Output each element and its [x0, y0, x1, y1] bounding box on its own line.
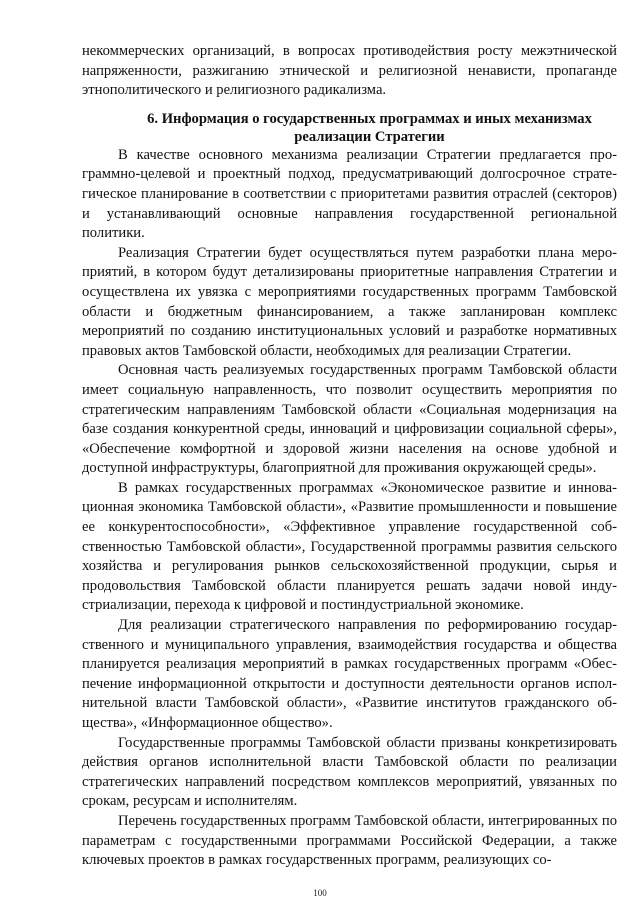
paragraph-social-programs: Основная часть реализуемых государственных программ Тамбовской области имеет социальную направленность, что позволит осуществить мероприятия по стратегическим направлениям Тамбовской области «Социальная модернизация на базе создания конкурентной среды, инноваций и цифровизации социальной сферы», «Обеспечение комфортной и здоровой жизни населения на основе удобной и доступной инфраструктуры, благоприятной для проживания окружающей среды». [82, 362, 617, 477]
section-heading: 6. Информация о государственных программах и иных механизмах реализации Стратегии [147, 110, 592, 145]
paragraph-implementation: Реализация Стратегии будет осуществляться путем разработки плана мероприятий, в котором будут детализированы приоритетные направления Стратегии и осуществлена их увязка с мероприятиями государственных программ Тамбовской области и бюджетным финансированием, а также запланирован комплекс мероприятий по созданию институциональных условий и разработке нормативных правовых актов Тамбовской области, необходимых для реализации Стратегии. [82, 244, 617, 359]
page-number: 100 [313, 888, 327, 898]
paragraph-economic-programs: В рамках государственных программах «Экономическое развитие и инновационная экономика Тамбовской области», «Развитие промышленности и повышение ее конкурентоспособности», «Эффективное управление государственной собственностью Тамбовской области», Государственной программы развития сельского хозяйства и регулирования рынков сельскохозяйственной продукции, сырья и продовольствия Тамбовской области планируется решать задачи новой индустриализации, перехода к цифровой и постиндустриальной экономике. [82, 479, 617, 614]
paragraph-mechanism: В качестве основного механизма реализации Стратегии предлагается программно-целевой и проектный подход, предусматривающий долгосрочное стратегическое планирование в соответствии с приоритетами развития отраслей (секторов) и устанавливающий основные направления государственной региональной политики. [82, 146, 617, 242]
paragraph-program-purpose: Государственные программы Тамбовской области призваны конкретизировать действия органов исполнительной власти Тамбовской области по реализации стратегических направлений посредством комплексов мероприятий, увязанных по срокам, ресурсам и исполнителям. [82, 734, 617, 810]
paragraph-program-list: Перечень государственных программ Тамбовской области, интегрированных по параметрам с государственными программами Российской Федерации, а также ключевых проектов в рамках государственных программ, реализующих со- [82, 812, 617, 869]
paragraph-continuation: некоммерческих организаций, в вопросах противодействия росту межэтнической напряженности, разжиганию этнической и религиозной ненависти, пропаганде этнополитического и религиозного радикализма. [82, 43, 617, 99]
page-content [82, 42, 617, 871]
paragraph-governance-programs: Для реализации стратегического направления по реформированию государственного и муниципального управления, взаимодействия государства и общества планируется реализация мероприятий в рамках государственных программ «Обеспечение информационной открытости и доступности деятельности органов исполнительной власти Тамбовской области», «Развитие институтов гражданского общества», «Информационное общество». [82, 617, 617, 731]
